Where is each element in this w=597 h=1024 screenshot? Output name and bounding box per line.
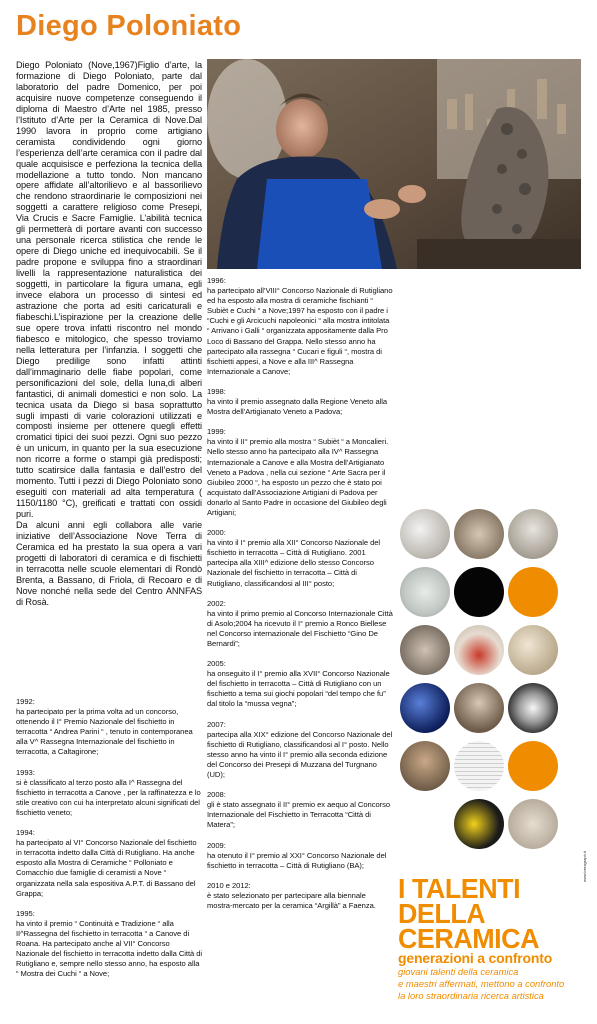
- timeline-text: ha vinto il I° premio alla XII° Concorso Nazionale del fischietto in terracotta – Città di Rutigliano. 2001 partecipa alla XIII^ edizione dello stesso Concorso Nazionale del fischietto in terracotta – Città di Rutigliano, classificandosi al III° posto;: [207, 538, 381, 588]
- brand-tagline: la loro straordinaria ricerca artistica: [398, 990, 544, 1001]
- timeline-text: ha vinto il II° premio alla mostra “ Subièt “ a Moncalieri. Nello stesso anno ha partecipato alla IV^ Rassegna Internazionale a Canove e alla Mostra dell’Artigianato Veneto a Padova , nella cui sezione “ Arte Sacra per il Giubileo 2000 “, ha esposto un pezzo che è stato poi acquistato dall’Associazione Artigiani di Padova per donarlo al Santo Padre in occasione del Giubileo degli Artigiani;: [207, 437, 389, 517]
- ceramic-thumbnail: [508, 741, 558, 791]
- ceramic-thumbnail: [454, 799, 504, 849]
- timeline-year: 2008:: [207, 790, 226, 800]
- timeline-entry: [16, 828, 203, 899]
- timeline-text: ha otenuto il I° premio al XXI° Concorso Nazionale del fischietto in terracotta – Città di Rutigliano (BA);: [207, 850, 387, 870]
- timeline-entry: [16, 697, 203, 758]
- timeline-year: 1999:: [207, 427, 226, 437]
- bio-paragraph-2: Da alcuni anni egli collabora alle varie iniziative dell’Associazione Nove Terra di Ceramica ed ha prestato la sua opera a vari progetti di laboratori di ceramica e di fischietti in terracotta nelle scuole elementari di Rondò Brenta, a Bassano, di Friola, di Recoaro e di Nove nonché nella sede del Centro ANNFAS di Rosà.: [16, 520, 202, 607]
- artisan-photo-illustration: [207, 59, 581, 269]
- timeline-entry: [207, 528, 393, 589]
- timeline-year: 2007:: [207, 719, 226, 729]
- timeline-entry: [16, 909, 203, 980]
- ceramic-thumbnail: [508, 683, 558, 733]
- ceramic-thumbnail: [454, 509, 504, 559]
- website-url: www.breagraph.it: [582, 851, 587, 882]
- timeline-year: 2009:: [207, 840, 226, 850]
- timeline-entry: [207, 276, 393, 377]
- brand-tagline: giovani talenti della ceramica: [398, 966, 519, 977]
- brand-tagline: e maestri affermati, mettono a confronto: [398, 978, 565, 989]
- timeline-year: 1996:: [207, 276, 226, 285]
- timeline-year: 1992:: [16, 697, 35, 706]
- artisan-photo: [207, 59, 581, 269]
- timeline-left: [16, 697, 203, 989]
- timeline-year: 1994:: [16, 828, 35, 838]
- timeline-text: ha partecipato al VI° Concorso Nazionale del fischietto in terracotta indetto dalla Città di Rutigliano. Ha anche esposto alla Mostra di Ceramiche “ Polloniato e Comacchio due famiglie di ceramisti a Nove “ organizzata nella sala espositiva A.P.T. di Bassano del Grappa;: [16, 838, 197, 898]
- timeline-entry: [207, 387, 393, 417]
- ceramic-thumbnail: [508, 799, 558, 849]
- timeline-text: gli è stato assegnato il II° premio ex aequo al Concorso Internazionale del Fischietto in Terracotta “Città di Matera”;: [207, 800, 391, 830]
- page-title: Diego Poloniato: [16, 10, 242, 42]
- ceramic-thumbnail: [400, 683, 450, 733]
- ceramics-thumbnail-grid: [400, 509, 584, 877]
- timeline-year: 2005:: [207, 659, 226, 669]
- timeline-year: 1998:: [207, 386, 226, 396]
- bio-paragraph: Diego Poloniato (Nove,1967)Figlio d’arte, la formazione di Diego Poloniato, parte dal laboratorio del padre Domenico, per poi acquisire nuove competenze conseguendo il diploma di Maestro d’Arte nel 1985, presso l’Istituto d’Arte per la Ceramica di Nove.Dal 1990 lavora in proprio come artigiano ceramista condividendo ogni giorno l’esperienza dell’arte ceramica con il padre dal quale acquisisce e perfeziona la tecnica della modellazione a tutto tondo. Non mancano opere affidate all’altorilievo e al bassorilievo che rendono straordinarie le composizioni nei soggetti a carattere religioso come Presepi, Via Crucis e Sacre Famiglie. L’abilità tecnica gli permetterà di portare avanti con successo una personale ricerca stilistica che rende le opere di Diego uniche ed inequivocabili. Se il padre propone e sviluppa fino a straordinari livelli la rappresentazione naturalistica dei soggetti, in particolare la figura umana, egli invece elabora un processo di sintesi ed astrazione che porta ad esiti caricaturali e fiabeschi.L’ispirazione per la creazione delle sue opere trova infatti riscontro nel mondo fiabesco e mitologico, che spesso troviamo nella letteratura per l’infanzia. I soggetti che Diego predilige sono infatti attinti dall’immaginario delle fiabe popolari, come personificazioni del sole, della luna,di alberi fantastici, di animali domestici e non solo. La tecnica usata da Diego si basa soprattutto sugli impasti di varie colorazioni utilizzati e composti insieme per ottenere quegli effetti cromatici tipici dei suoi pezzi. Ogni suo pezzo è un unicum, in quanto per la sua esecuzione non ricorre a forme o stampi già predisposti; tutto scatirsice dalla fantasia e dall’estro del momento. Tutti i pezzi di Diego Poloniato sono eseguiti con materiali ad alta temperatura ( 1150/1180 °C), greificati e trattati con ossidi puri.: [16, 60, 202, 520]
- timeline-right: [207, 276, 393, 921]
- timeline-year: 1993:: [16, 767, 35, 777]
- ceramic-thumbnail: [454, 683, 504, 733]
- timeline-entry: [207, 841, 393, 871]
- ceramic-thumbnail: [454, 567, 504, 617]
- timeline-entry: [207, 659, 393, 709]
- timeline-text: ha vinto il primo premio al Concorso Internazionale Città di Asolo;2004 ha ricevuto il I° premio a Ronco Biellese nel Concorso internazionale del Fischietto “Gino De Bernardi”;: [207, 608, 393, 648]
- brand-title-line-3: CERAMICA: [398, 923, 540, 954]
- timeline-entry: [207, 427, 393, 518]
- timeline-text: ha partecipato all’VIII° Concorso Nazionale di Rutigliano ed ha esposto alla mostra di ceramiche fischianti “ Subièt e Cuchi “ a Nove;1997 ha esposto con il padre i “Cuchi e gli Arcicuchi napoleonici “ alla mostra intitolata “ Arrivano i Galli “ organizzata appositamente dalla Pro Loco di Bassano del Grappa. Nello stesso anno ha partecipato alla rassegna “ Cucari e figuli “, mostra di fischietti appesi, a Nove e alla III^ Rassegna Internazionale a Canove;: [207, 286, 393, 376]
- timeline-entry: [207, 599, 393, 649]
- timeline-text: ha onseguito il I° premio alla XVII° Concorso Nazionale del fischietto in terracotta – Città di Rutigliano con un fischietto a tema sui giochi popolari “del tempo che fu” dal titolo la “mussa vegna”;: [207, 669, 390, 709]
- ceramic-thumbnail: [400, 509, 450, 559]
- timeline-year: 1995:: [16, 908, 35, 918]
- timeline-text: si è classificato al terzo posto alla I^ Rassegna del fischietto in terracotta a Canove , per la raffinatezza e lo stile creativo con cui ha interpretato alcuni significati del fischietto veneto;: [16, 777, 201, 817]
- timeline-text: è stato selezionato per partecipare alla biennale mostra-mercato per la ceramica “Argillà” a Faenza.: [207, 890, 376, 910]
- timeline-year: 2010 e 2012:: [207, 880, 251, 890]
- brand-title-line-2: DELLA: [398, 898, 486, 929]
- biography: [16, 60, 202, 608]
- brand-block: [398, 873, 588, 1002]
- ceramic-thumbnail: [454, 625, 504, 675]
- ceramic-thumbnail: [508, 625, 558, 675]
- timeline-entry: [207, 790, 393, 830]
- timeline-text: ha vinto il premio “ Continuità e Tradizione “ alla II^Rassegna del fischietto in terracotta “ a Canove di Roana. Ha partecipato anche al VII° Concorso Nazionale del fischietto in terracotta indetto dalla Città di Rutigliano e, sempre nello stesso anno, ha esposto alla “ Mostra dei Cuchi “ a Nove;: [16, 918, 203, 979]
- ceramic-thumbnail: [400, 625, 450, 675]
- ceramic-thumbnail: [400, 741, 450, 791]
- ceramic-thumbnail: [508, 567, 558, 617]
- ceramic-thumbnail: [508, 509, 558, 559]
- timeline-text: ha partecipato per la prima volta ad un concorso, ottenendo il I° Premio Nazionale del fischietto in terracotta “ Andrea Parini “ , tenuto in contemporanea alla V^ Rassegna Internazionale del fischietto in terracotta, a Caltagirone;: [16, 707, 193, 757]
- brand-title-line-1: I TALENTI: [398, 873, 521, 904]
- timeline-year: 2000:: [207, 528, 226, 538]
- timeline-entry: [207, 881, 393, 911]
- timeline-entry: [207, 720, 393, 781]
- ceramic-thumbnail: [400, 567, 450, 617]
- timeline-text: ha vinto il premio assegnato dalla Regione Veneto alla Mostra dell’Artigianato Veneto a Padova;: [207, 397, 388, 417]
- timeline-year: 2002:: [207, 598, 226, 608]
- brand-subtitle: generazioni a confronto: [398, 950, 553, 966]
- ceramic-thumbnail: [454, 741, 504, 791]
- timeline-text: partecipa alla XIX° edizione del Concorso Nazionale del fischietto di Rutigliano, classificandosi al I° posto. Nello stesso anno ha vinto il I° premio alla seconda edizione del Concorso dei Presepi di Muzzana del Turgnano (UD);: [207, 729, 393, 780]
- timeline-entry: [16, 768, 203, 818]
